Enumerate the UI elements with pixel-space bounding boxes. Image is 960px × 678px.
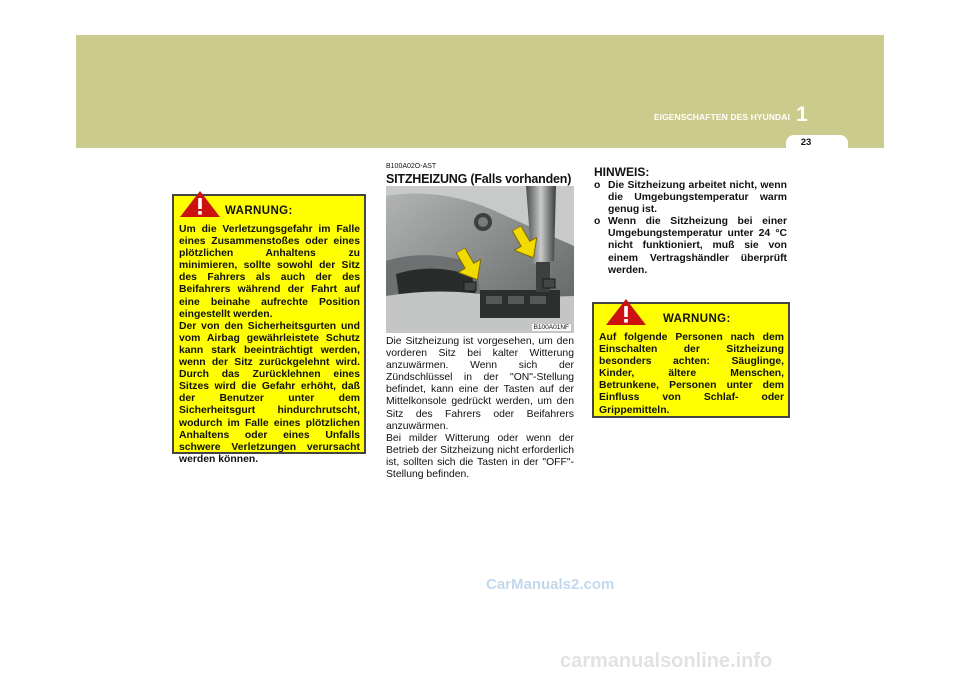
bullet: o: [594, 216, 601, 228]
notes-block: [594, 165, 787, 277]
site-watermark: CarManuals2.com: [486, 576, 615, 593]
warning-header: [179, 200, 360, 222]
body-paragraph: Bei milder Witterung oder wenn der Betrieb der Sitzheizung nicht erforderlich ist, sollten sich die Tasten in der "OFF"-Stellung befinden.: [386, 432, 574, 481]
warning-text: [179, 224, 360, 466]
seat-heater-photo: [386, 186, 574, 333]
list-item: [594, 216, 787, 276]
warning-title: WARNUNG:: [225, 205, 293, 217]
photo-caption: B100A01NF: [533, 324, 569, 331]
section-heading: SITZHEIZUNG (Falls vorhanden): [386, 172, 572, 186]
warning-paragraph: Der von den Sicherheitsgurten und vom Airbag gewährleistete Schutz kann stark beeinträchtigt werden, wenn der Sitz zurückgelehnt wird. Durch das Zurücklehnen eines Sitzes wird die Gefahr erhöht, daß der Benutzer unter dem Sicherheitsgurt hindurchrutscht, wodurch im Falle eines plötzlichen Anhaltens oder eines Unfalls schwere Verletzungen verursacht werden können.: [179, 320, 360, 465]
chapter-number: 1: [796, 103, 808, 126]
body-paragraph: Die Sitzheizung ist vorgesehen, um den vorderen Sitz bei kalter Witterung anzuwärmen. Wenn sich der Zündschlüssel in der "ON"-Stellung befindet, kann eine der Tasten auf der Mittelkonsole gedrückt werden, um den Sitz des Fahrers oder Beifahrers anzuwärmen.: [386, 336, 574, 432]
list-item: [594, 180, 787, 216]
warning-text: [599, 332, 784, 417]
warning-box-right: [592, 302, 790, 418]
page-number: 23: [800, 137, 812, 148]
note-text: Wenn die Sitzheizung bei einer Umgebungstemperatur unter 24 °C nicht funktioniert, muß sie von einem Vertragshändler überprüft werden.: [608, 216, 787, 276]
section-code: B100A02O-AST: [386, 163, 437, 170]
section-body: [386, 336, 574, 481]
notes-title: HINWEIS:: [594, 165, 650, 179]
warning-header: [599, 308, 784, 330]
header-band: [76, 35, 884, 148]
bullet: o: [594, 180, 601, 191]
section-label: EIGENSCHAFTEN DES HYUNDAI: [653, 112, 790, 122]
warning-title: WARNUNG:: [663, 313, 731, 325]
warning-paragraph: Auf folgende Personen nach dem Einschalten der Sitzheizung besonders achten: Säuglinge, Kinder, ältere Menschen, Betrunkene, Personen unter dem Einfluss von Schlaf- oder Grippemitteln.: [599, 332, 784, 416]
note-text: Die Sitzheizung arbeitet nicht, wenn die Umgebungstemperatur warm genug ist.: [608, 180, 787, 216]
warning-triangle-icon: [605, 298, 647, 326]
footer-watermark: carmanualsonline.info: [560, 650, 773, 672]
warning-box-left: [172, 194, 366, 465]
warning-triangle-icon: [179, 190, 221, 218]
warning-paragraph: Um die Verletzungsgefahr im Falle eines Zusammenstoßes oder eines plötzlichen Anhaltens zu minimieren, sollte sowohl der Sitz des Fahrers als auch der des Beifahrers während der Fahrt auf eine beinahe aufrechte Position eingestellt werden.: [179, 224, 360, 320]
